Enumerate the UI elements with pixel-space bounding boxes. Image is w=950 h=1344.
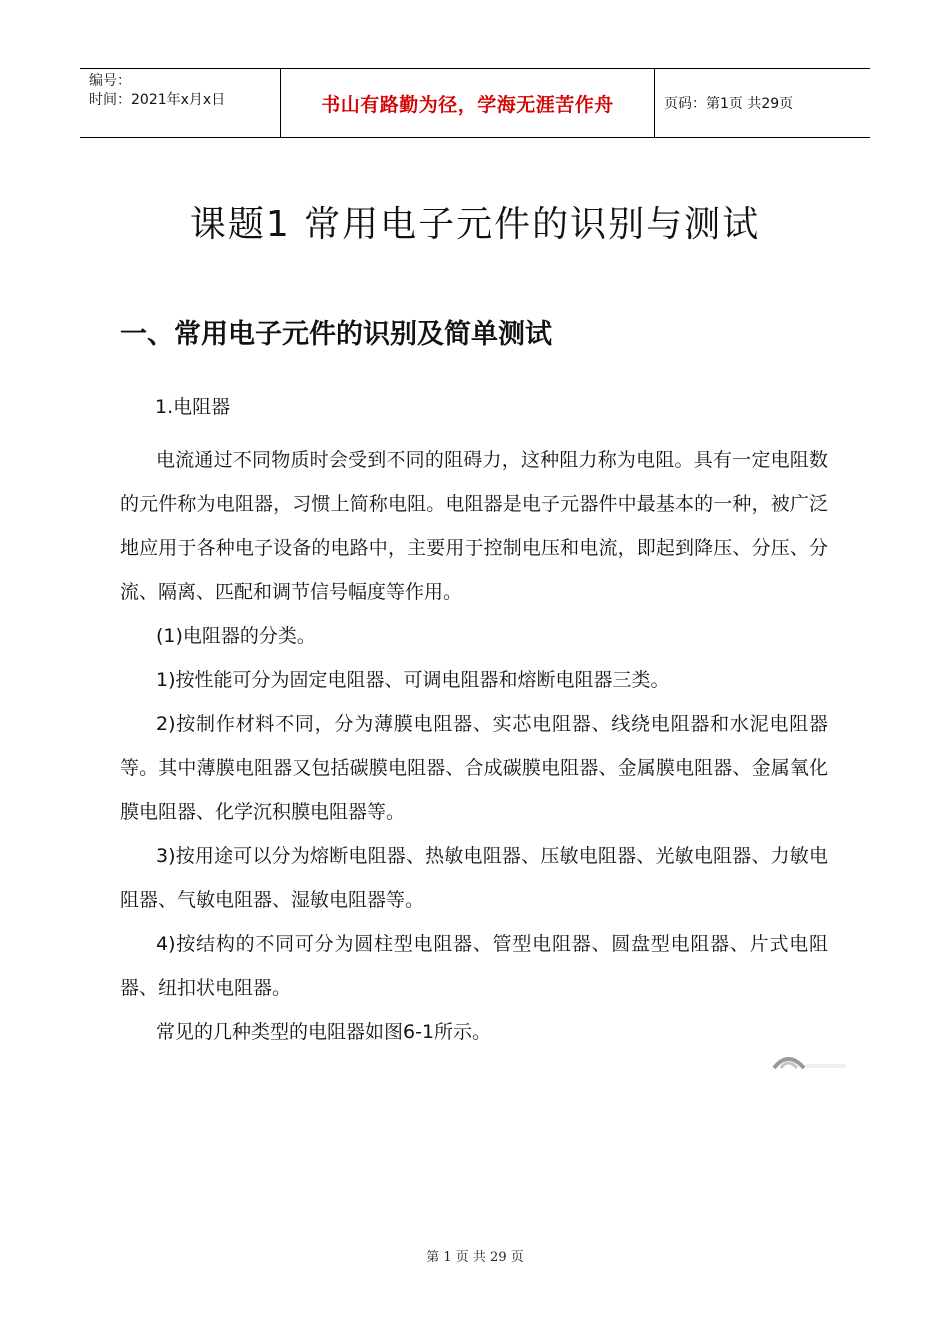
paragraph: 4)按结构的不同可分为圆柱型电阻器、管型电阻器、圆盘型电阻器、片式电阻器、纽扣状电阻器。 <box>120 933 828 999</box>
header-meta-cell <box>80 69 280 137</box>
subheading: 1.电阻器 <box>155 396 231 418</box>
header-page-cell <box>655 69 870 137</box>
image-fragment-icon <box>770 1048 850 1070</box>
header-motto-cell <box>280 69 655 137</box>
paragraph: 常见的几种类型的电阻器如图6-1所示。 <box>156 1021 492 1043</box>
number-label: 编号： <box>89 73 131 89</box>
paragraph: 1)按性能可分为固定电阻器、可调电阻器和熔断电阻器三类。 <box>156 669 670 691</box>
motto-text: 书山有路勤为径，学海无涯苦作舟 <box>321 93 614 116</box>
document-header <box>80 68 870 138</box>
paragraph: 3)按用途可以分为熔断电阻器、热敏电阻器、压敏电阻器、光敏电阻器、力敏电阻器、气敏电阻器、湿敏电阻器等。 <box>120 845 828 911</box>
section-heading: 一、常用电子元件的识别及简单测试 <box>120 319 552 350</box>
paragraph: 电流通过不同物质时会受到不同的阻碍力，这种阻力称为电阻。具有一定电阻数的元件称为电阻器，习惯上简称电阻。电阻器是电子元器件中最基本的一种，被广泛地应用于各种电子设备的电路中，主要用于控制电压和电流，即起到降压、分压、分流、隔离、匹配和调节信号幅度等作用。 <box>120 449 828 603</box>
page-info: 页码：第1页 共29页 <box>664 96 794 112</box>
paragraph: 2)按制作材料不同，分为薄膜电阻器、实芯电阻器、线绕电阻器和水泥电阻器等。其中薄膜电阻器又包括碳膜电阻器、合成碳膜电阻器、金属膜电阻器、金属氧化膜电阻器、化学沉积膜电阻器等。 <box>120 713 828 823</box>
page-footer: 第 1 页 共 29 页 <box>426 1250 524 1265</box>
body-text <box>120 438 828 1054</box>
time-label: 时间：2021年x月x日 <box>89 92 226 108</box>
paragraph: (1)电阻器的分类。 <box>156 625 316 647</box>
document-title: 课题1 常用电子元件的识别与测试 <box>189 204 761 245</box>
